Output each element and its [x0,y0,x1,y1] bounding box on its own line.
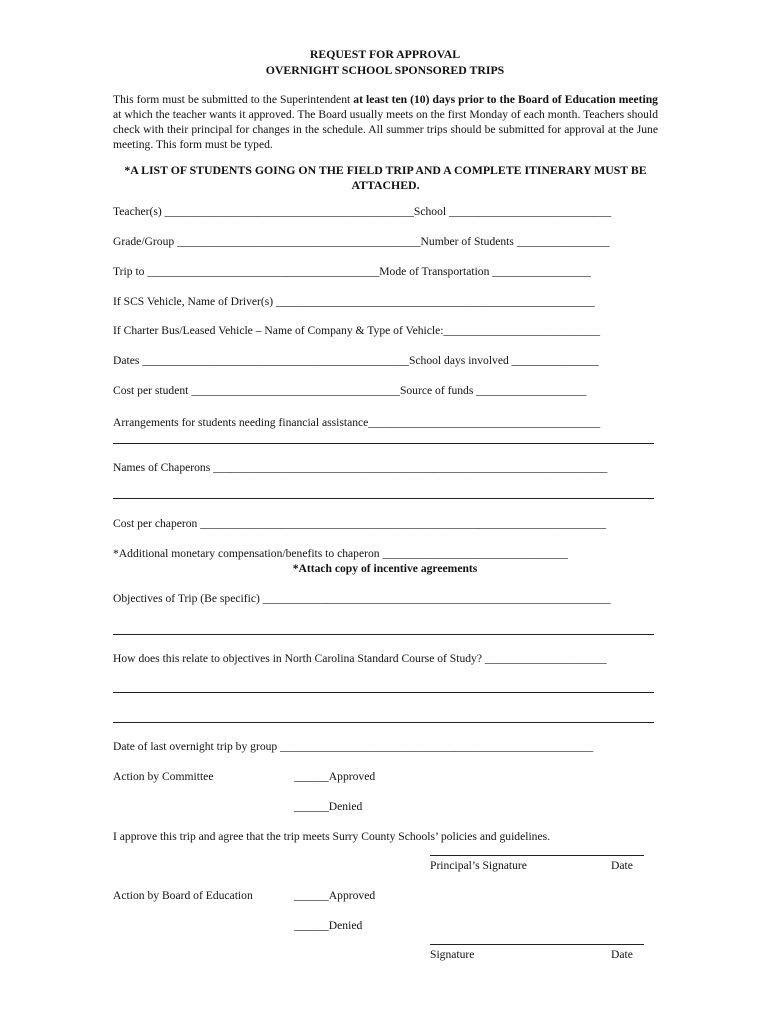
incentive-note: *Attach copy of incentive agreements [292,562,478,575]
intro-text-2: at which the teacher wants it approved. The Board usually meets on the first Monday of each month. Teachers should check with their principal for changes in the schedule. All summer trips should be submitted for approval at the June meeting. This form must be typed. [113,108,658,151]
attachment-notice: *A LIST OF STUDENTS GOING ON THE FIELD TRIP AND A COMPLETE ITINERARY MUST BE ATTACHED. [124,163,647,192]
course-study-line-1[interactable] [113,692,654,693]
dates-field[interactable]: Dates ______________________________________________School days involved _______________ [113,354,599,367]
committee-approved-option[interactable]: ______Approved [294,770,376,783]
chaperons-field[interactable]: Names of Chaperons ____________________________________________________________________ [113,461,608,474]
principal-signature-line[interactable] [430,855,644,856]
form-title-line1: REQUEST FOR APPROVAL [309,47,461,61]
committee-label: Action by Committee [113,770,214,783]
teachers-school-field[interactable]: Teacher(s) ___________________________________________School ____________________________ [113,205,612,218]
intro-paragraph [113,92,658,152]
board-approved-option[interactable]: ______Approved [294,889,376,902]
approval-statement: I approve this trip and agree that the trip meets Surry County Schools’ policies and guidelines. [113,830,551,843]
board-denied-option[interactable]: ______Denied [294,919,363,932]
trip-transport-field[interactable]: Trip to ________________________________________Mode of Transportation _________________ [113,265,591,278]
last-trip-field[interactable]: Date of last overnight trip by group ______________________________________________________ [113,740,594,753]
intro-text-1: This form must be submitted to the Superintendent [113,93,354,106]
committee-denied-option[interactable]: ______Denied [294,800,363,813]
board-signature-label: Signature [430,948,475,961]
compensation-field[interactable]: *Additional monetary compensation/benefits to chaperon ________________________________ [113,547,568,560]
board-signature-line[interactable] [430,944,644,945]
form-title-line2: OVERNIGHT SCHOOL SPONSORED TRIPS [265,63,505,77]
principal-signature-label: Principal’s Signature [430,859,527,872]
course-study-line-2[interactable] [113,722,654,723]
financial-assistance-field[interactable]: Arrangements for students needing financial assistance________________________________________ [113,416,601,429]
financial-assistance-line[interactable] [113,443,654,444]
objectives-field[interactable]: Objectives of Trip (Be specific) ____________________________________________________________ [113,592,611,605]
principal-date-label: Date [611,859,633,872]
cost-chaperon-field[interactable]: Cost per chaperon ______________________________________________________________________ [113,517,607,530]
board-label: Action by Board of Education [113,889,253,902]
cost-student-field[interactable]: Cost per student ____________________________________Source of funds ___________________ [113,384,587,397]
chaperons-line[interactable] [113,498,654,499]
course-study-field[interactable]: How does this relate to objectives in North Carolina Standard Course of Study? _____________________ [113,652,607,665]
charter-vehicle-field[interactable]: If Charter Bus/Leased Vehicle – Name of Company & Type of Vehicle:___________________________ [113,324,601,337]
intro-deadline: at least ten (10) days prior to the Board of Education meeting [353,93,658,106]
grade-students-field[interactable]: Grade/Group __________________________________________Number of Students ________________ [113,235,610,248]
scs-driver-field[interactable]: If SCS Vehicle, Name of Driver(s) _______________________________________________________ [113,295,595,308]
objectives-line[interactable] [113,634,654,635]
board-date-label: Date [611,948,633,961]
